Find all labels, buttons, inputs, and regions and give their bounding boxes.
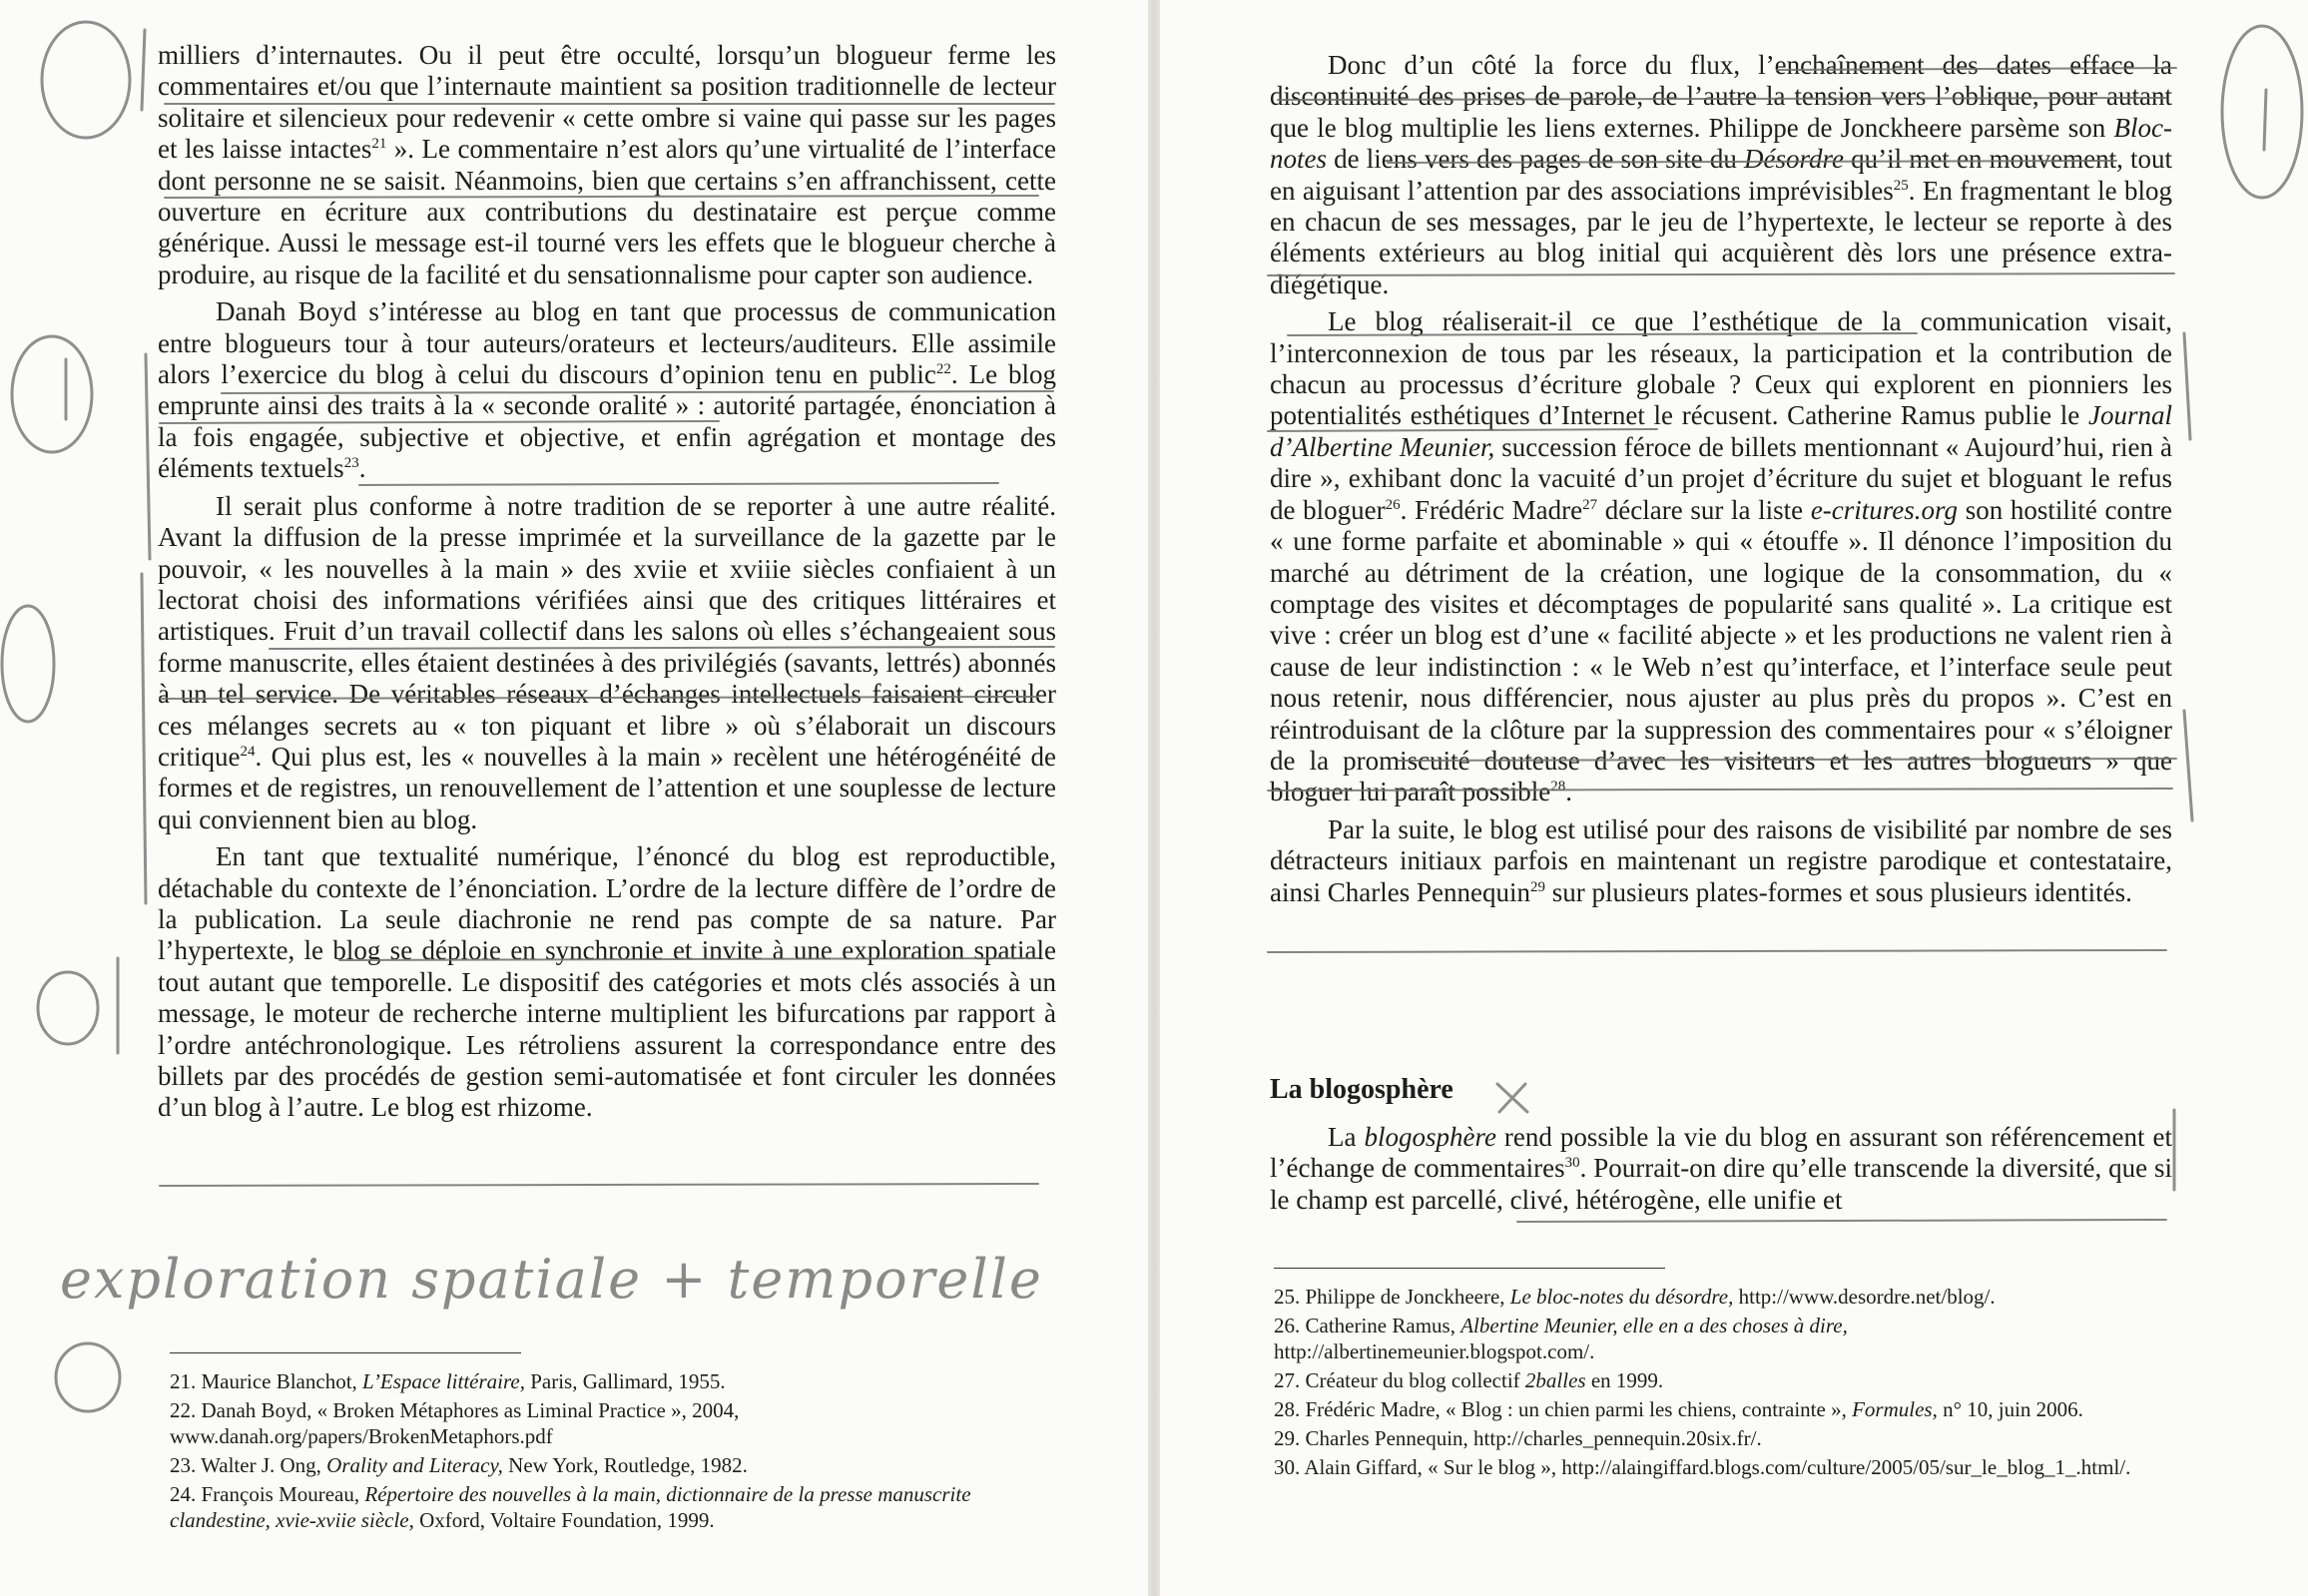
footnote: 23. Walter J. Ong, Orality and Literacy, New York, Routledge, 1982. bbox=[170, 1453, 748, 1477]
right-footnotes bbox=[1274, 1284, 2172, 1483]
paragraph: Par la suite, le blog est utilisé pour des raisons de visibilité par nombre de ses détracteurs initiaux parfois en maintenant un registre parodique et contestataire, ainsi Charles Pennequin$^{29}$ sur plusieurs plates-formes et sous plusieurs identités. bbox=[1270, 813, 2172, 907]
footnote: 21. Maurice Blanchot, L’Espace littéraire, Paris, Gallimard, 1955. bbox=[170, 1369, 726, 1393]
paragraph: Danah Boyd s’intéresse au blog en tant que processus de communication entre blogueurs tour à tour auteurs/orateurs et lecteurs/auditeurs. Elle assimile alors l’exercice du blog à celui du discours d’opinion tenu en public$^{22}$. Le blog emprunte ainsi des traits à la « seconde oralité » : autorité partagée, énonciation à la fois engagée, subjective et objective, et enfin agrégation et montage des éléments textuels$^{23}$. bbox=[158, 296, 1056, 484]
footnote-rule bbox=[170, 1352, 521, 1353]
footnote: 22. Danah Boyd, « Broken Métaphores as Liminal Practice », 2004, www.danah.org/papers/BrokenMetaphors.pdf bbox=[170, 1398, 740, 1448]
left-body-text bbox=[158, 40, 1056, 1124]
section-heading: La blogosphère bbox=[1270, 1074, 1453, 1105]
footnote: 27. Créateur du blog collectif 2balles en 1999. bbox=[1274, 1368, 1664, 1392]
footnote: 28. Frédéric Madre, « Blog : un chien parmi les chiens, contrainte », Formules, n° 10, juin 2006. bbox=[1274, 1397, 2083, 1421]
footnote: 30. Alain Giffard, « Sur le blog », http://alaingiffard.blogs.com/culture/2005/05/sur_le_blog_1_.html/. bbox=[1274, 1455, 2131, 1479]
right-body-text bbox=[1270, 50, 2172, 908]
paragraph: La blogosphère rend possible la vie du blog en assurant son référencement et l’échange de commentaires$^{30}$. Pourrait-on dire qu’elle transcende la diversité, que si le champ est parcellé, clivé, hétérogène, elle unifie et bbox=[1270, 1122, 2173, 1215]
footnote: 26. Catherine Ramus, Albertine Meunier, elle en a des choses à dire, http://albertinemeunier.blogspot.com/. bbox=[1274, 1314, 1848, 1363]
footnote: 25. Philippe de Jonckheere, Le bloc-notes du désordre, http://www.desordre.net/blog/. bbox=[1274, 1285, 1996, 1309]
footnote: 24. François Moureau, Répertoire des nouvelles à la main, dictionnaire de la presse manuscrite clandestine, xvie-xviie siècle, Oxford, Voltaire Foundation, 1999. bbox=[170, 1482, 971, 1532]
paragraph: milliers d’internautes. Ou il peut être occulté, lorsqu’un blogueur ferme les commentaires et/ou que l’internaute maintient sa position traditionnelle de lecteur solitaire et silencieux pour redevenir « cette ombre si vaine qui passe sur les pages et les laisse intactes$^{21}$ ». Le commentaire n’est alors qu’une virtualité de l’interface dont personne ne se saisit. Néanmoins, bien que certains s’en affranchissent, cette ouverture en écriture aux contributions du destinataire est perçue comme générique. Aussi le message est-il tourné vers les effets que le blogueur cherche à produire, au risque de la facilité et du sensationnalisme pour capter son audience. bbox=[158, 40, 1056, 289]
paragraph: Le blog réaliserait-il ce que l’esthétique de la communication visait, l’interconnexion de tous par les réseaux, la participation et la contribution de chacun au processus d’écriture globale ? Ceux qui explorent en pionniers les potentialités esthétiques d’Internet le récusent. Catherine Ramus publie le Journal d’Albertine Meunier, succession féroce de billets mentionnant « Aujourd’hui, rien à dire », exhibant donc la vacuité d’un projet d’écriture du sujet et bloguant le refus de bloguer$^{26}$. Frédéric Madre$^{27}$ déclare sur la liste e-critures.org son hostilité contre « une forme parfaite et abominable » qui « étouffe ». Il dénonce l’imposition du marché au détriment de la création, une logique de la consommation, du « comptage des visites et décomptages de popularité sans qualité ». La critique est vive : créer un blog est d’une « facilité abjecte » et les productions ne valent rien à cause de leur indistinction : « le Web n’est qu’interface, et l’interface seule peut nous retenir, nous différencier, nous ajuster au plus près du propos ». C’est en réintroduisant de la clôture par la suppression des commentaires pour « s’éloigner de la promiscuité douteuse d’avec les visiteurs et les autres blogueurs » que bloguer lui paraît possible$^{28}$. bbox=[1270, 306, 2172, 807]
left-footnotes bbox=[170, 1368, 1058, 1536]
footnote-rule bbox=[1274, 1268, 1665, 1269]
right-body-text-continued bbox=[1270, 1122, 2172, 1216]
paragraph: En tant que textualité numérique, l’énoncé du blog est reproductible, détachable du contexte de l’énonciation. L’ordre de la lecture diffère de l’ordre de la publication. La seule diachronie ne rend pas compte de sa nature. Par l’hypertexte, le blog se déploie en synchronie et invite à une exploration spatiale tout autant que temporelle. Le dispositif des catégories et mots clés associés à un message, le moteur de recherche interne multiplient les bifurcations par rapport à l’ordre antéchronologique. Les rétroliens assurent la correspondance entre des billets par des procédés de gestion semi-automatisée et font circuler les données d’un blog à l’autre. Le blog est rhizome. bbox=[158, 841, 1056, 1123]
footnote: 29. Charles Pennequin, http://charles_pennequin.20six.fr/. bbox=[1274, 1426, 1762, 1450]
paragraph: Donc d’un côté la force du flux, l’enchaînement des dates efface la discontinuité des prises de parole, de l’autre la tension vers l’oblique, pour autant que le blog multiplie les liens externes. Philippe de Jonckheere parsème son Bloc-notes de liens vers des pages de son site du Désordre qu’il met en mouvement, tout en aiguisant l’attention par des associations imprévisibles$^{25}$. En fragmentant le blog en chacun de ses messages, par le jeu de l’hypertexte, le lecteur se reporte à des éléments extérieurs au blog initial qui acquièrent dès lors une présence extra-diégétique. bbox=[1270, 50, 2173, 299]
book-gutter bbox=[1148, 0, 1160, 1596]
left-page bbox=[0, 0, 1148, 1596]
paragraph: Il serait plus conforme à notre tradition de se reporter à une autre réalité. Avant la diffusion de la presse imprimée et la surveillance de la gazette par le pouvoir, « les nouvelles à la main » des xviie et xviiie siècles confiaient à un lectorat choisi des informations vérifiées ainsi que des critiques littéraires et artistiques. Fruit d’un travail collectif dans les salons où elles s’échangeaient sous forme manuscrite, elles étaient destinées à des privilégiés (savants, lettrés) abonnés à un tel service. De véritables réseaux d’échanges intellectuels faisaient circuler ces mélanges secrets au « ton piquant et libre » où s’élaborait un discours critique$^{24}$. Qui plus est, les « nouvelles à la main » recèlent une hétérogénéité de formes et de registres, un renouvellement de l’attention et une souplesse de lecture qui conviennent bien au blog. bbox=[158, 490, 1056, 834]
handwritten-note: exploration spatiale + temporelle bbox=[60, 1248, 1043, 1311]
